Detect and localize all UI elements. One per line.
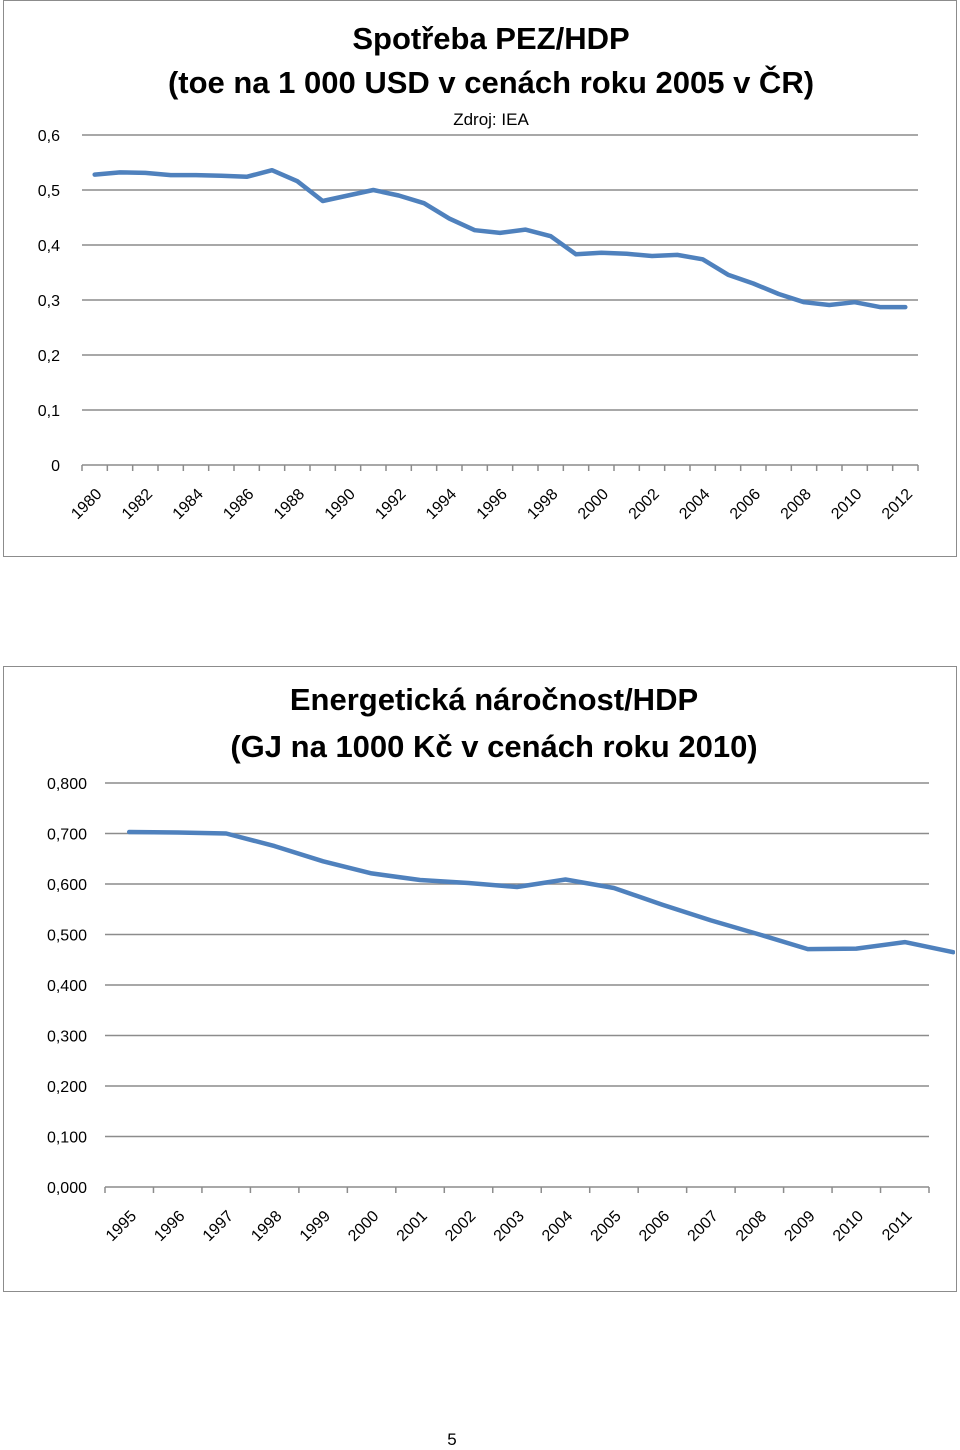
chart-2-data-point <box>806 947 810 951</box>
chart-2-y-tick-label: 0,000 <box>46 1180 87 1197</box>
chart-2-data-point <box>273 844 277 848</box>
chart-2-data-point <box>224 832 228 836</box>
chart-1-data-point <box>675 253 679 257</box>
chart-2-x-tick-label: 2000 <box>345 1207 383 1245</box>
chart-2-x-tick-label: 1995 <box>102 1207 141 1245</box>
chart-1-y-tick-label: 0,6 <box>37 128 60 145</box>
chart-2-x-tick-label: 2005 <box>587 1207 625 1245</box>
chart-1-title-line2: (toe na 1 000 USD v cenách roku 2005 v ČR) <box>167 65 815 100</box>
chart-2-x-tick-label: 1996 <box>151 1207 189 1245</box>
chart-1 <box>3 0 957 557</box>
chart-1-x-tick-label: 2012 <box>878 485 917 523</box>
chart-1-data-point <box>447 217 451 221</box>
chart-1-x-tick-label: 1984 <box>169 485 207 523</box>
chart-1-y-tick-label: 0 <box>51 458 60 475</box>
chart-2-y-tick-label: 0,800 <box>46 776 87 793</box>
chart-1-data-point <box>777 292 781 296</box>
chart-1-data-point <box>143 171 147 175</box>
chart-1-data-point <box>903 305 907 309</box>
chart-1-y-tick-label: 0,2 <box>37 348 60 365</box>
chart-1-subtitle: Zdroj: IEA <box>453 110 529 129</box>
chart-2-y-tick-label: 0,700 <box>46 826 87 844</box>
chart-1-data-point <box>346 194 350 198</box>
chart-2-x-tick-label: 2009 <box>781 1207 819 1245</box>
chart-1-data-point <box>371 188 375 192</box>
chart-1-y-tick-label: 0,5 <box>37 183 60 200</box>
chart-1-x-tick-label: 2008 <box>777 485 815 523</box>
chart-2-y-tick-label: 0,500 <box>46 927 87 945</box>
chart-1-data-point <box>599 251 603 255</box>
chart-1-data-point <box>701 257 705 261</box>
chart-2-x-tick-label: 1999 <box>296 1207 334 1245</box>
chart-2-svg <box>4 667 955 1290</box>
chart-1-x-tick-label: 1990 <box>321 485 359 523</box>
chart-1-y-tick-label: 0,4 <box>37 238 60 255</box>
chart-1-data-point <box>751 282 755 286</box>
chart-1-x-tick-label: 2000 <box>574 485 613 523</box>
chart-1-y-tick-label: 0,3 <box>37 293 60 310</box>
chart-1-x-tick-label: 1982 <box>118 485 157 523</box>
chart-2-data-point <box>418 878 422 882</box>
chart-1-x-tick-label: 2002 <box>625 485 663 523</box>
page-number: 5 <box>447 1430 457 1449</box>
chart-2-x-tick-label: 1997 <box>199 1207 238 1245</box>
chart-1-data-point <box>878 305 882 309</box>
chart-1-x-tick-label: 1988 <box>270 485 309 523</box>
chart-1-data-point <box>270 168 274 172</box>
chart-2-x-tick-label: 2007 <box>684 1207 722 1245</box>
chart-2-title-line2: (GJ na 1000 Kč v cenách roku 2010) <box>230 729 758 764</box>
chart-1-y-tick-label: 0,1 <box>37 403 60 420</box>
chart-1-data-point <box>498 231 502 235</box>
chart-1-data-point <box>625 252 629 256</box>
chart-1-data-point <box>295 179 299 183</box>
chart-1-x-tick-label: 1986 <box>220 485 258 523</box>
chart-1-data-point <box>321 199 325 203</box>
chart-2-x-tick-label: 2004 <box>539 1207 577 1245</box>
chart-1-x-tick-label: 1994 <box>422 485 461 523</box>
chart-1-data-point <box>245 175 249 179</box>
chart-2-x-tick-label: 2003 <box>490 1207 528 1245</box>
chart-1-x-tick-label: 1980 <box>68 485 106 523</box>
chart-2-data-point <box>563 877 567 881</box>
chart-1-svg <box>4 1 955 555</box>
chart-2-y-tick-label: 0,300 <box>46 1028 87 1046</box>
chart-1-data-point <box>118 170 122 174</box>
chart-1-data-point <box>473 228 477 232</box>
chart-1-x-tick-label: 1996 <box>473 485 511 523</box>
chart-1-data-point <box>853 300 857 304</box>
chart-2 <box>3 666 957 1292</box>
chart-2-data-point <box>515 885 519 889</box>
chart-2-data-point <box>176 830 180 834</box>
chart-1-data-point <box>574 252 578 256</box>
chart-2-data-point <box>903 940 907 944</box>
chart-1-data-point <box>169 173 173 177</box>
chart-2-title: Energetická náročnost/HDP <box>289 682 699 717</box>
chart-2-x-tick-label: 2011 <box>879 1207 916 1245</box>
chart-2-data-point <box>370 871 374 875</box>
chart-2-x-tick-label: 2008 <box>732 1207 771 1245</box>
chart-1-x-tick-label: 2004 <box>676 485 714 523</box>
chart-1-x-tick-label: 2010 <box>828 485 866 523</box>
chart-2-x-tick-label: 2002 <box>442 1207 480 1245</box>
chart-1-x-tick-label: 2006 <box>726 485 765 523</box>
chart-2-x-tick-label: 1998 <box>248 1207 286 1245</box>
chart-1-data-point <box>549 234 553 238</box>
chart-1-data-point <box>397 194 401 198</box>
chart-1-data-point <box>422 201 426 205</box>
chart-2-data-point <box>660 903 664 907</box>
chart-1-data-point <box>650 254 654 258</box>
chart-1-x-tick-label: 1998 <box>524 485 562 523</box>
chart-2-data-point <box>612 886 616 890</box>
chart-2-y-tick-label: 0,600 <box>46 877 87 894</box>
chart-2-data-point <box>467 881 471 885</box>
chart-2-y-tick-label: 0,400 <box>46 978 87 995</box>
chart-1-data-point <box>219 174 223 178</box>
chart-2-x-tick-label: 2006 <box>636 1207 674 1245</box>
chart-1-data-point <box>802 300 806 304</box>
chart-1-data-point <box>194 173 198 177</box>
chart-2-data-point <box>709 918 713 922</box>
chart-1-data-point <box>726 273 730 277</box>
chart-2-x-tick-label: 2001 <box>393 1207 431 1245</box>
chart-2-y-tick-label: 0,200 <box>46 1079 87 1096</box>
chart-1-data-point <box>93 173 97 177</box>
chart-1-title: Spotřeba PEZ/HDP <box>352 21 630 56</box>
chart-2-data-point <box>127 830 131 834</box>
chart-2-data-point <box>321 859 325 863</box>
chart-2-data-point <box>757 933 761 937</box>
chart-1-data-point <box>827 303 831 307</box>
chart-2-data-point <box>854 947 858 951</box>
chart-1-data-point <box>523 228 527 232</box>
chart-1-x-tick-label: 1992 <box>372 485 410 523</box>
chart-2-x-tick-label: 2010 <box>829 1207 868 1245</box>
chart-2-y-tick-label: 0,100 <box>46 1129 87 1147</box>
